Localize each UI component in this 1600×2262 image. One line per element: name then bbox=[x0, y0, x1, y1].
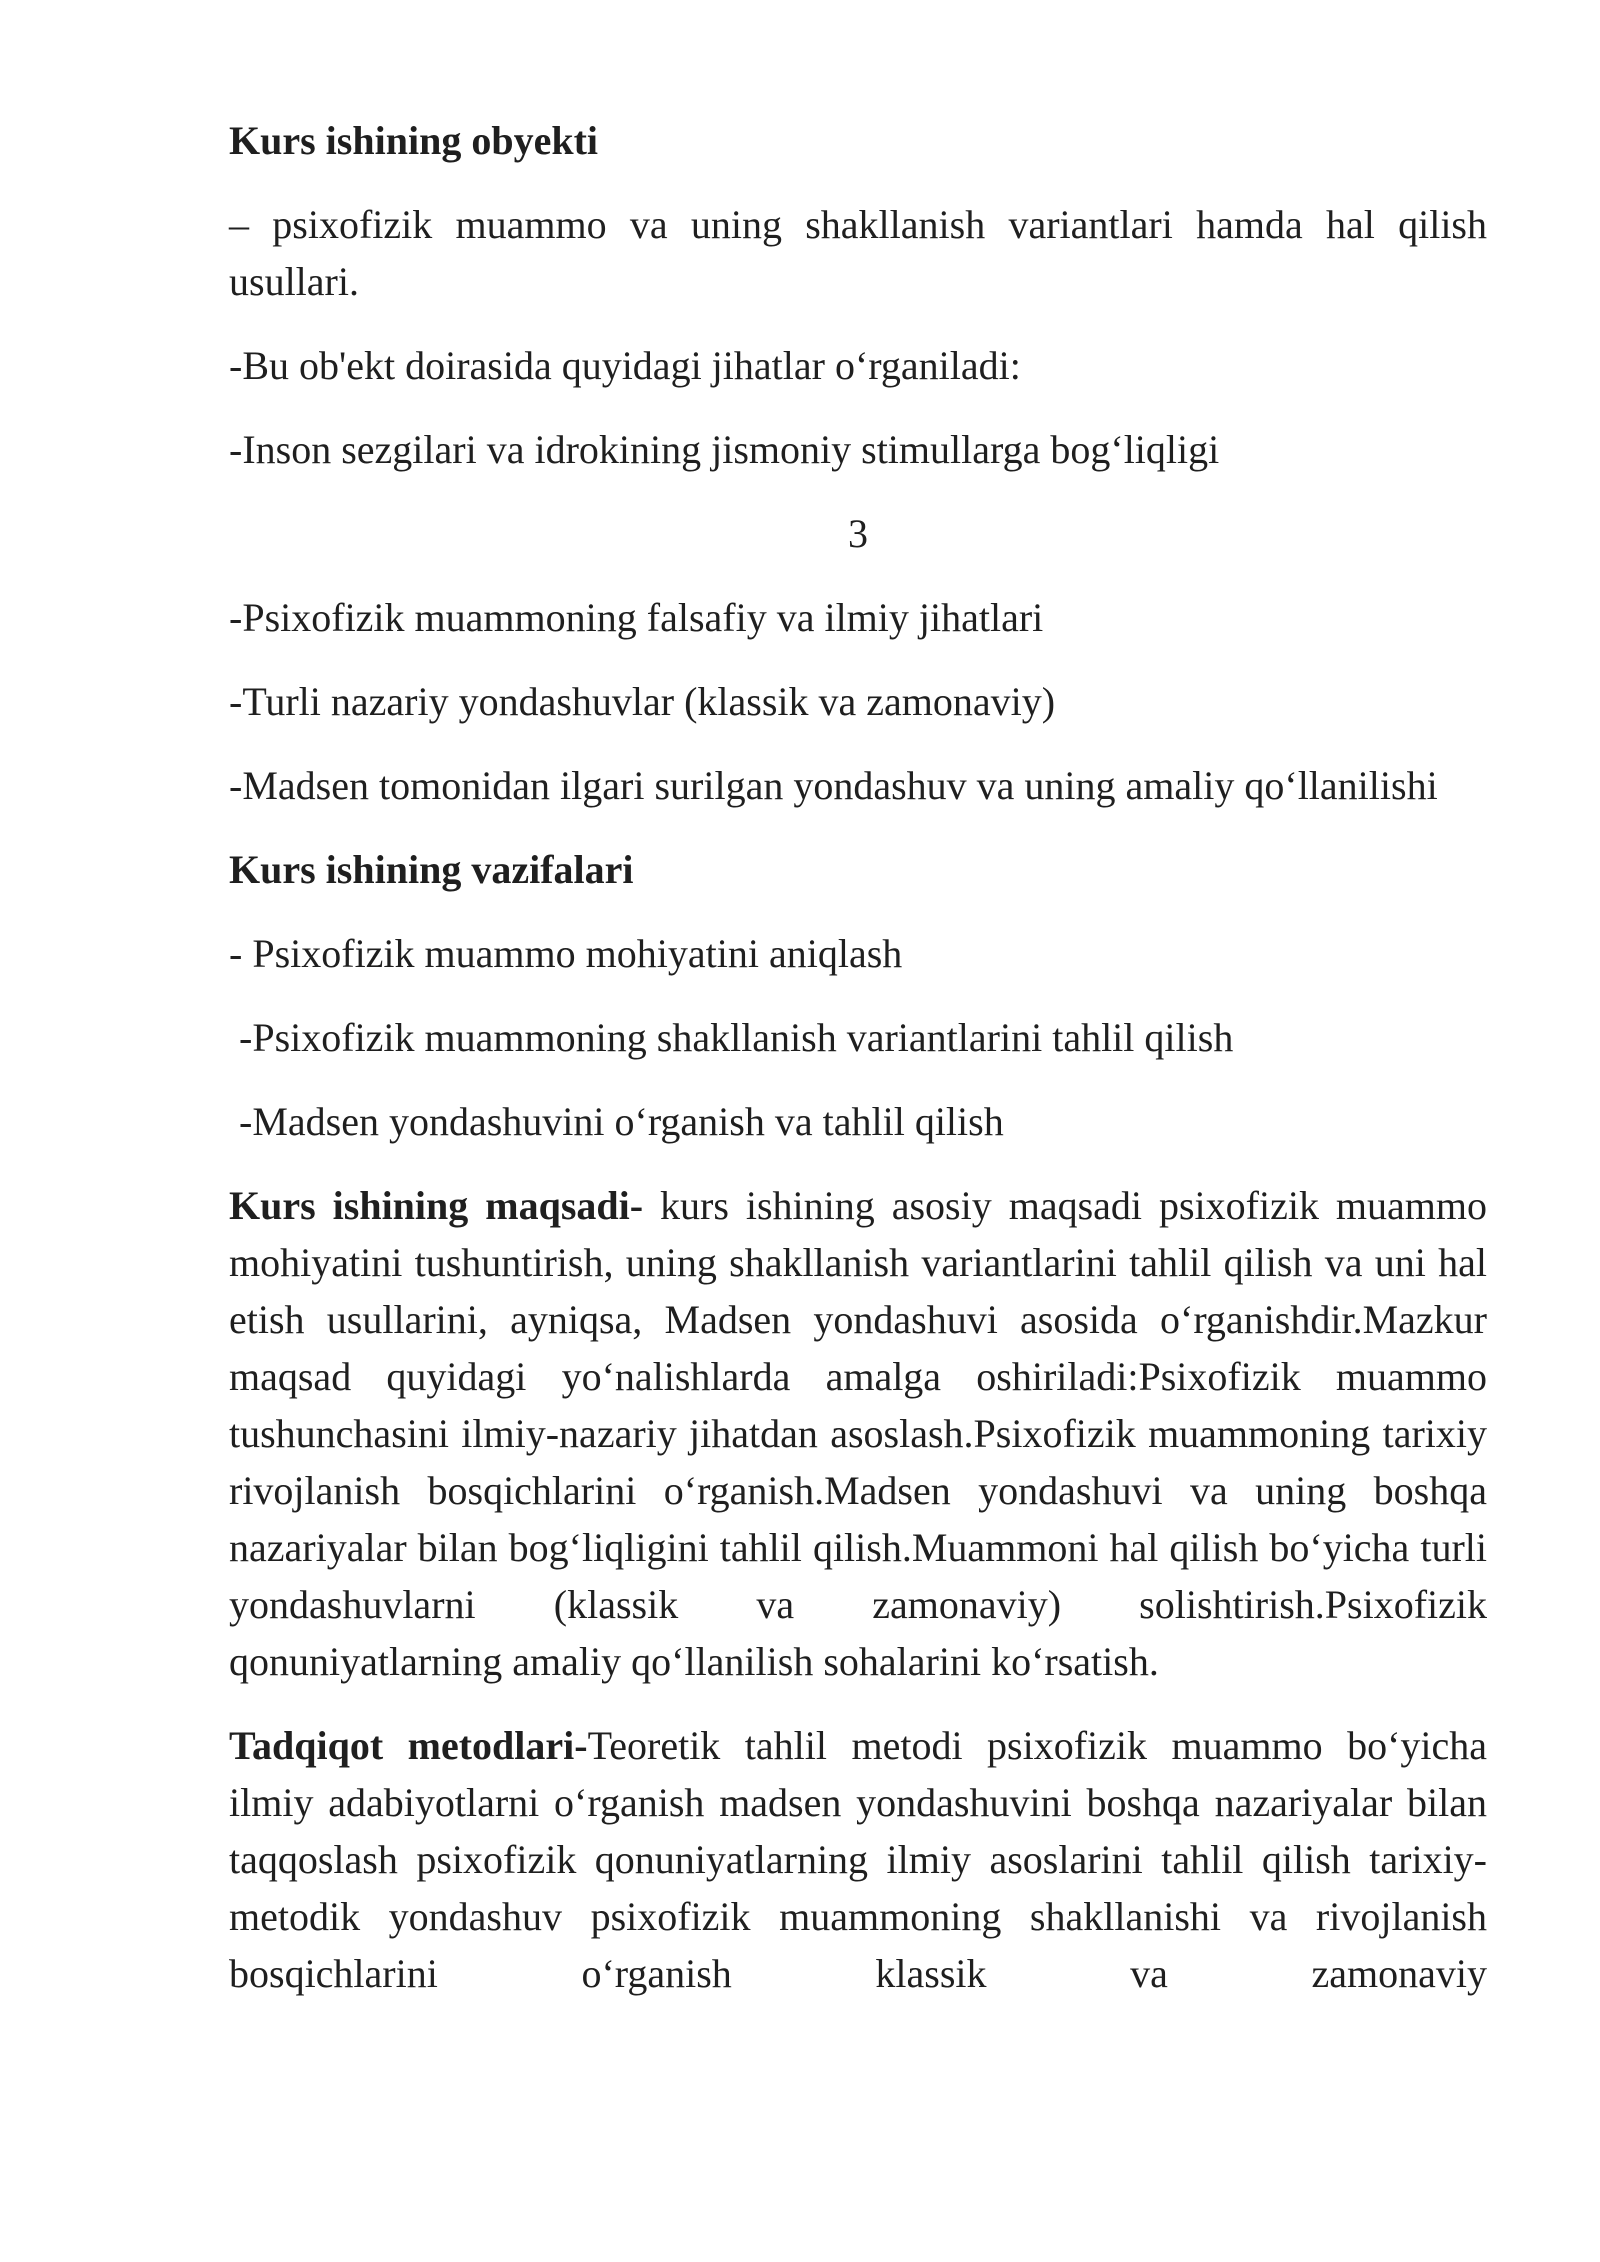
object-item: -Inson sezgilari va idrokining jismoniy stimullarga bog‘liqligi bbox=[229, 427, 1220, 472]
object-description: – psixofizik muammo va uning shakllanish variantlari hamda hal qilish usullari. bbox=[229, 202, 1487, 304]
methods-label: Tadqiqot metodlari- bbox=[229, 1723, 588, 1768]
task-item: - Psixofizik muammo mohiyatini aniqlash bbox=[229, 931, 903, 976]
methods-paragraph bbox=[229, 1717, 1487, 2002]
goal-text: kurs ishining asosiy maqsadi psixofizik muammo mohiyatini tushuntirish, uning shakllanish variantlarini tahlil qilish va uni hal etish usullarini, ayniqsa, Madsen yondashuvi asosida o‘rganishdir.Mazkur maqsad quyidagi yo‘nalishlarda amalga oshiriladi:Psixofizik muammo tushunchasini ilmiy-nazariy jihatdan asoslash.Psixofizik muammoning tarixiy rivojlanish bosqichlarini o‘rganish.Madsen yondashuvi va uning boshqa nazariyalar bilan bog‘liqligini tahlil qilish.Muammoni hal qilish bo‘yicha turli yondashuvlarni (klassik va zamonaviy) solishtirish.Psixofizik qonuniyatlarning amaliy qo‘llanilish sohalarini ko‘rsatish. bbox=[229, 1183, 1487, 1684]
object-item: -Turli nazariy yondashuvlar (klassik va zamonaviy) bbox=[229, 679, 1056, 724]
page-number: 3 bbox=[848, 511, 868, 556]
goal-paragraph bbox=[229, 1177, 1487, 1690]
object-item: -Madsen tomonidan ilgari surilgan yondashuv va uning amaliy qo‘llanilishi bbox=[229, 763, 1438, 808]
goal-label: Kurs ishining maqsadi- bbox=[229, 1183, 644, 1228]
heading-course-tasks: Kurs ishining vazifalari bbox=[229, 847, 634, 892]
methods-text: Teoretik tahlil metodi psixofizik muammo bo‘yicha ilmiy adabiyotlarni o‘rganish madsen yondashuvini boshqa nazariyalar bilan taqqoslash psixofizik qonuniyatlarning ilmiy asoslarini tahlil qilish tarixiy-metodik yondashuv psixofizik muammoning shakllanishi va rivojlanish bosqichlarini o‘rganish klassik va zamonaviy bbox=[229, 1723, 1488, 1996]
task-item: -Psixofizik muammoning shakllanish variantlarini tahlil qilish bbox=[239, 1015, 1234, 1060]
object-item: -Psixofizik muammoning falsafiy va ilmiy jihatlari bbox=[229, 595, 1044, 640]
object-intro: -Bu ob'ekt doirasida quyidagi jihatlar o‘rganiladi: bbox=[229, 343, 1021, 388]
heading-course-object: Kurs ishining obyekti bbox=[229, 118, 599, 163]
document-page bbox=[229, 112, 1487, 2029]
task-item: -Madsen yondashuvini o‘rganish va tahlil qilish bbox=[239, 1099, 1004, 1144]
